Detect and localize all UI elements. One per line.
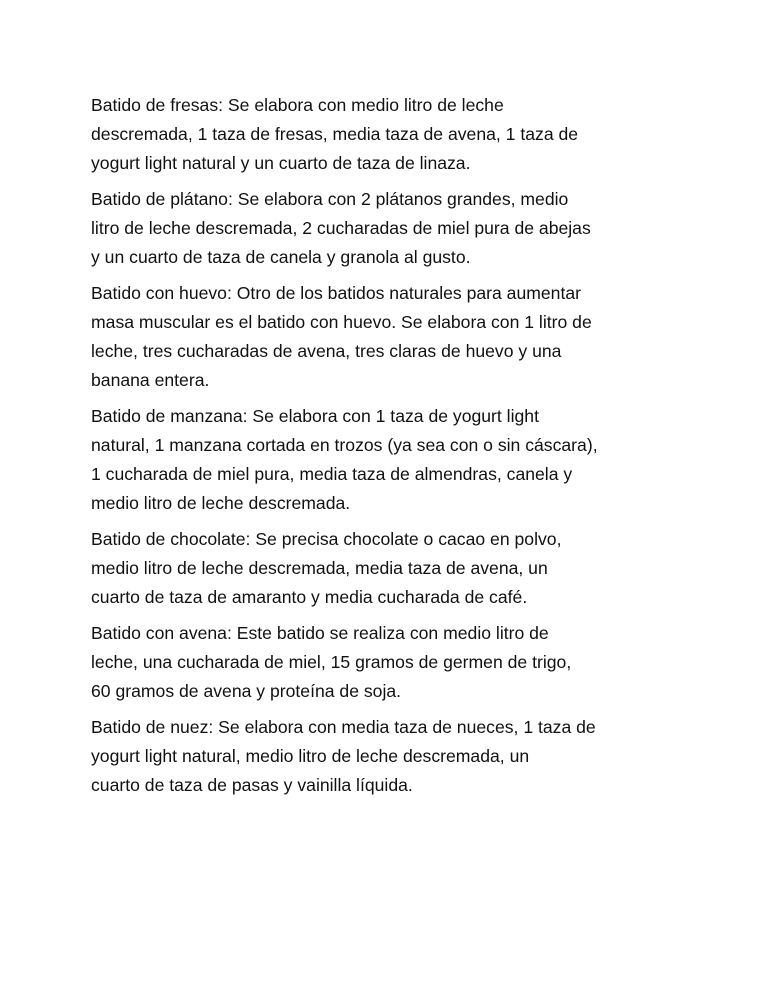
paragraph-batido-de-platano: Batido de plátano: Se elabora con 2 plátanos grandes, medio litro de leche descremada, 2 cucharadas de miel pura de abejas y un cuarto de taza de canela y granola al gusto. xyxy=(91,189,591,267)
paragraph-batido-de-manzana: Batido de manzana: Se elabora con 1 taza de yogurt light natural, 1 manzana cortada en trozos (ya sea con o sin cáscara), 1 cucharada de miel pura, media taza de almendras, canela y medio litro de leche descremada. xyxy=(91,406,598,513)
paragraph-batido-con-huevo: Batido con huevo: Otro de los batidos naturales para aumentar masa muscular es el batido con huevo. Se elabora con 1 litro de leche, tres cucharadas de avena, tres claras de huevo y una banana entera. xyxy=(91,283,592,390)
paragraph-batido-de-chocolate: Batido de chocolate: Se precisa chocolate o cacao en polvo, medio litro de leche descremada, media taza de avena, un cuarto de taza de amaranto y media cucharada de café. xyxy=(91,529,562,607)
paragraph-batido-de-nuez: Batido de nuez: Se elabora con media taza de nueces, 1 taza de yogurt light natural, medio litro de leche descremada, un cuarto de taza de pasas y vainilla líquida. xyxy=(91,717,596,795)
document-body xyxy=(91,91,691,807)
paragraph-batido-de-fresas: Batido de fresas: Se elabora con medio litro de leche descremada, 1 taza de fresas, media taza de avena, 1 taza de yogurt light natural y un cuarto de taza de linaza. xyxy=(91,95,579,173)
paragraph-batido-con-avena: Batido con avena: Este batido se realiza con medio litro de leche, una cucharada de miel, 15 gramos de germen de trigo, 60 gramos de avena y proteína de soja. xyxy=(91,623,572,701)
